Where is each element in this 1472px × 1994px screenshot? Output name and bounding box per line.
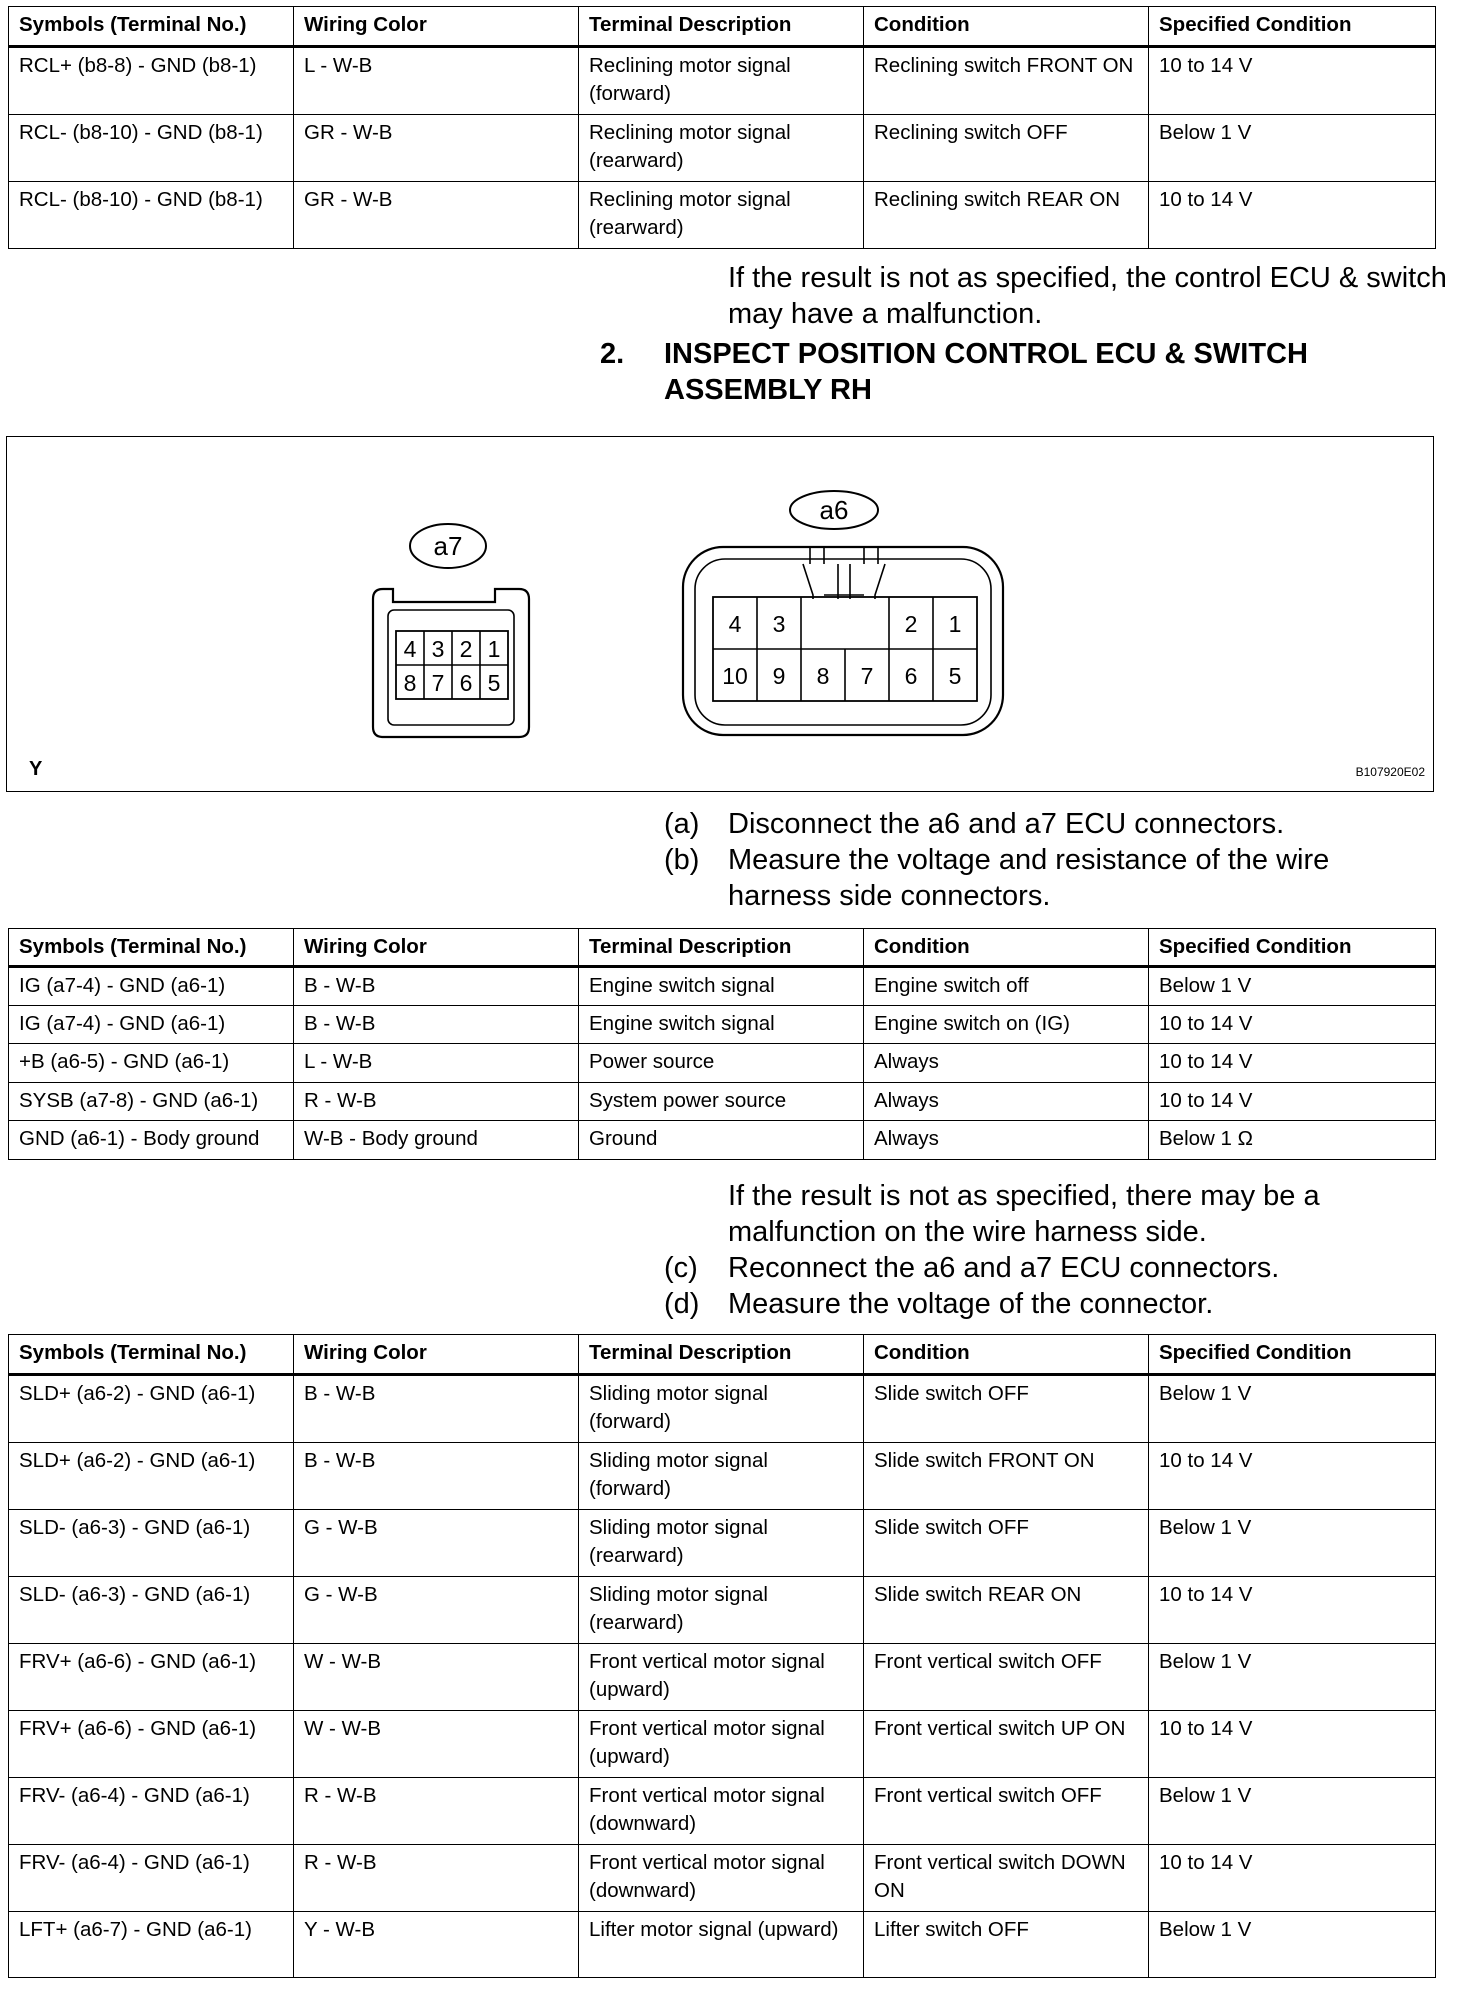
table-row xyxy=(9,1375,1436,1443)
table-cell: Front vertical motor signal (upward) xyxy=(579,1711,864,1778)
table-header xyxy=(9,1335,1436,1375)
motor-signal-table xyxy=(8,1334,1436,1978)
table-cell: System power source xyxy=(579,1082,864,1121)
column-header: Terminal Description xyxy=(579,7,864,47)
a6-pin: 3 xyxy=(772,611,786,637)
table-cell: G - W-B xyxy=(294,1577,579,1644)
table-cell: IG (a7-4) - GND (a6-1) xyxy=(9,967,294,1006)
table-cell: W - W-B xyxy=(294,1711,579,1778)
table-cell: Engine switch signal xyxy=(579,1005,864,1044)
a6-pin: 1 xyxy=(948,611,962,637)
a7-pin: 8 xyxy=(403,670,417,696)
table-cell: FRV- (a6-4) - GND (a6-1) xyxy=(9,1778,294,1845)
table-row xyxy=(9,1845,1436,1912)
a7-pin: 6 xyxy=(459,670,473,696)
table-cell: Below 1 V xyxy=(1149,1778,1436,1845)
table-cell: 10 to 14 V xyxy=(1149,1005,1436,1044)
a6-pin: 8 xyxy=(816,663,830,689)
table-cell: Slide switch REAR ON xyxy=(864,1577,1149,1644)
table-cell: Reclining switch REAR ON xyxy=(864,182,1149,249)
column-header: Wiring Color xyxy=(294,1335,579,1375)
note-ecu-malfunction: If the result is not as specified, the control ECU & switch may have a malfunction. xyxy=(728,262,1447,330)
table-row xyxy=(9,115,1436,182)
reclining-table xyxy=(8,6,1436,249)
table-row xyxy=(9,1778,1436,1845)
step-label: (a) xyxy=(664,808,700,840)
table-row xyxy=(9,967,1436,1006)
table-row xyxy=(9,1005,1436,1044)
table-cell: SLD- (a6-3) - GND (a6-1) xyxy=(9,1510,294,1577)
table-cell: B - W-B xyxy=(294,967,579,1006)
table-cell: Reclining switch OFF xyxy=(864,115,1149,182)
table-cell: Reclining switch FRONT ON xyxy=(864,47,1149,115)
table-cell: RCL- (b8-10) - GND (b8-1) xyxy=(9,182,294,249)
column-header: Condition xyxy=(864,929,1149,967)
table-cell: GND (a6-1) - Body ground xyxy=(9,1121,294,1160)
table-cell: SLD- (a6-3) - GND (a6-1) xyxy=(9,1577,294,1644)
table-cell: Below 1 Ω xyxy=(1149,1121,1436,1160)
table-cell: B - W-B xyxy=(294,1005,579,1044)
step-number: 2. xyxy=(600,338,625,370)
step-label: (c) xyxy=(664,1252,698,1284)
power-table xyxy=(8,928,1436,1160)
table-cell: Engine switch on (IG) xyxy=(864,1005,1149,1044)
column-header: Terminal Description xyxy=(579,929,864,967)
table-cell: B - W-B xyxy=(294,1443,579,1510)
column-header: Symbols (Terminal No.) xyxy=(9,1335,294,1375)
step-label: (b) xyxy=(664,844,700,876)
column-header: Condition xyxy=(864,7,1149,47)
table-cell: Below 1 V xyxy=(1149,115,1436,182)
table-cell: Y - W-B xyxy=(294,1912,579,1978)
table-cell: Lifter motor signal (upward) xyxy=(579,1912,864,1978)
column-header: Condition xyxy=(864,1335,1149,1375)
column-header: Symbols (Terminal No.) xyxy=(9,929,294,967)
step-text: Measure the voltage and resistance of the wire harness side connectors. xyxy=(728,844,1330,912)
table-cell: Front vertical switch OFF xyxy=(864,1778,1149,1845)
a7-label: a7 xyxy=(433,531,463,561)
a6-pin: 7 xyxy=(860,663,874,689)
table-cell: FRV- (a6-4) - GND (a6-1) xyxy=(9,1845,294,1912)
connector-figure xyxy=(6,436,1434,792)
table-cell: Reclining motor signal (forward) xyxy=(579,47,864,115)
table-cell: GR - W-B xyxy=(294,115,579,182)
a6-pin: 2 xyxy=(904,611,918,637)
table-cell: Sliding motor signal (forward) xyxy=(579,1375,864,1443)
table-cell: GR - W-B xyxy=(294,182,579,249)
table-cell: RCL- (b8-10) - GND (b8-1) xyxy=(9,115,294,182)
table-cell: L - W-B xyxy=(294,1044,579,1083)
table-cell: Engine switch off xyxy=(864,967,1149,1006)
a7-pin: 7 xyxy=(431,670,445,696)
table-cell: Always xyxy=(864,1044,1149,1083)
table-cell: RCL+ (b8-8) - GND (b8-1) xyxy=(9,47,294,115)
table-cell: Reclining motor signal (rearward) xyxy=(579,182,864,249)
table-cell: +B (a6-5) - GND (a6-1) xyxy=(9,1044,294,1083)
table-cell: Reclining motor signal (rearward) xyxy=(579,115,864,182)
step-text: Disconnect the a6 and a7 ECU connectors. xyxy=(728,808,1285,840)
a7-pin: 3 xyxy=(431,636,445,662)
table-cell: Below 1 V xyxy=(1149,1510,1436,1577)
table-row xyxy=(9,1711,1436,1778)
a7-pin: 5 xyxy=(487,670,501,696)
table-cell: SLD+ (a6-2) - GND (a6-1) xyxy=(9,1375,294,1443)
table-cell: Front vertical switch DOWN ON xyxy=(864,1845,1149,1912)
table-header xyxy=(9,929,1436,967)
figure-corner-label: Y xyxy=(29,758,43,780)
column-header: Terminal Description xyxy=(579,1335,864,1375)
table-cell: Ground xyxy=(579,1121,864,1160)
table-row xyxy=(9,1577,1436,1644)
table-cell: Front vertical motor signal (downward) xyxy=(579,1845,864,1912)
figure-code: B107920E02 xyxy=(1355,765,1425,779)
a6-pin: 5 xyxy=(948,663,962,689)
table-cell: Always xyxy=(864,1082,1149,1121)
column-header: Specified Condition xyxy=(1149,929,1436,967)
table-row xyxy=(9,1912,1436,1978)
table-row xyxy=(9,1644,1436,1711)
table-cell: IG (a7-4) - GND (a6-1) xyxy=(9,1005,294,1044)
column-header: Specified Condition xyxy=(1149,1335,1436,1375)
table-cell: 10 to 14 V xyxy=(1149,1711,1436,1778)
table-cell: 10 to 14 V xyxy=(1149,182,1436,249)
table-row xyxy=(9,182,1436,249)
a7-pin: 4 xyxy=(403,636,417,662)
step-title: INSPECT POSITION CONTROL ECU & SWITCH ASSEMBLY RH xyxy=(664,338,1308,406)
step-label: (d) xyxy=(664,1288,700,1320)
step-text: Reconnect the a6 and a7 ECU connectors. xyxy=(728,1252,1280,1284)
table-cell: R - W-B xyxy=(294,1845,579,1912)
a7-pin: 1 xyxy=(487,636,501,662)
table-cell: Sliding motor signal (rearward) xyxy=(579,1510,864,1577)
table-cell: Always xyxy=(864,1121,1149,1160)
table-cell: FRV+ (a6-6) - GND (a6-1) xyxy=(9,1711,294,1778)
column-header: Wiring Color xyxy=(294,7,579,47)
table-cell: LFT+ (a6-7) - GND (a6-1) xyxy=(9,1912,294,1978)
a6-pin: 10 xyxy=(722,663,748,689)
table-cell: Engine switch signal xyxy=(579,967,864,1006)
table-row xyxy=(9,1121,1436,1160)
step-text: Measure the voltage of the connector. xyxy=(728,1288,1214,1320)
table-cell: R - W-B xyxy=(294,1082,579,1121)
table-row xyxy=(9,1443,1436,1510)
table-cell: 10 to 14 V xyxy=(1149,1845,1436,1912)
table-cell: SYSB (a7-8) - GND (a6-1) xyxy=(9,1082,294,1121)
table-cell: Front vertical switch UP ON xyxy=(864,1711,1149,1778)
a6-label: a6 xyxy=(819,495,849,525)
table-cell: Front vertical switch OFF xyxy=(864,1644,1149,1711)
table-cell: FRV+ (a6-6) - GND (a6-1) xyxy=(9,1644,294,1711)
table-cell: Front vertical motor signal (upward) xyxy=(579,1644,864,1711)
a7-pin: 2 xyxy=(459,636,473,662)
table-cell: Below 1 V xyxy=(1149,1912,1436,1978)
table-cell: Below 1 V xyxy=(1149,967,1436,1006)
table-cell: R - W-B xyxy=(294,1778,579,1845)
table-cell: 10 to 14 V xyxy=(1149,1044,1436,1083)
table-cell: 10 to 14 V xyxy=(1149,47,1436,115)
table-cell: Lifter switch OFF xyxy=(864,1912,1149,1978)
table-cell: Slide switch OFF xyxy=(864,1375,1149,1443)
table-cell: 10 to 14 V xyxy=(1149,1577,1436,1644)
table-cell: 10 to 14 V xyxy=(1149,1082,1436,1121)
table-row xyxy=(9,1044,1436,1083)
a6-pin: 6 xyxy=(904,663,918,689)
table-cell: W - W-B xyxy=(294,1644,579,1711)
table-cell: Sliding motor signal (forward) xyxy=(579,1443,864,1510)
table-cell: SLD+ (a6-2) - GND (a6-1) xyxy=(9,1443,294,1510)
note-harness-malfunction: If the result is not as specified, there may be a malfunction on the wire harness side. xyxy=(728,1180,1320,1248)
a6-pin: 4 xyxy=(728,611,742,637)
table-cell: G - W-B xyxy=(294,1510,579,1577)
table-cell: Below 1 V xyxy=(1149,1644,1436,1711)
column-header: Wiring Color xyxy=(294,929,579,967)
table-row xyxy=(9,1082,1436,1121)
table-row xyxy=(9,47,1436,115)
table-row xyxy=(9,1510,1436,1577)
a6-pin: 9 xyxy=(772,663,786,689)
table-cell: Slide switch OFF xyxy=(864,1510,1149,1577)
table-cell: B - W-B xyxy=(294,1375,579,1443)
connector-diagram xyxy=(7,437,1435,793)
table-cell: Sliding motor signal (rearward) xyxy=(579,1577,864,1644)
table-cell: W-B - Body ground xyxy=(294,1121,579,1160)
table-cell: Power source xyxy=(579,1044,864,1083)
table-cell: Front vertical motor signal (downward) xyxy=(579,1778,864,1845)
table-cell: 10 to 14 V xyxy=(1149,1443,1436,1510)
table-header xyxy=(9,7,1436,47)
table-cell: L - W-B xyxy=(294,47,579,115)
column-header: Symbols (Terminal No.) xyxy=(9,7,294,47)
column-header: Specified Condition xyxy=(1149,7,1436,47)
table-cell: Slide switch FRONT ON xyxy=(864,1443,1149,1510)
table-cell: Below 1 V xyxy=(1149,1375,1436,1443)
